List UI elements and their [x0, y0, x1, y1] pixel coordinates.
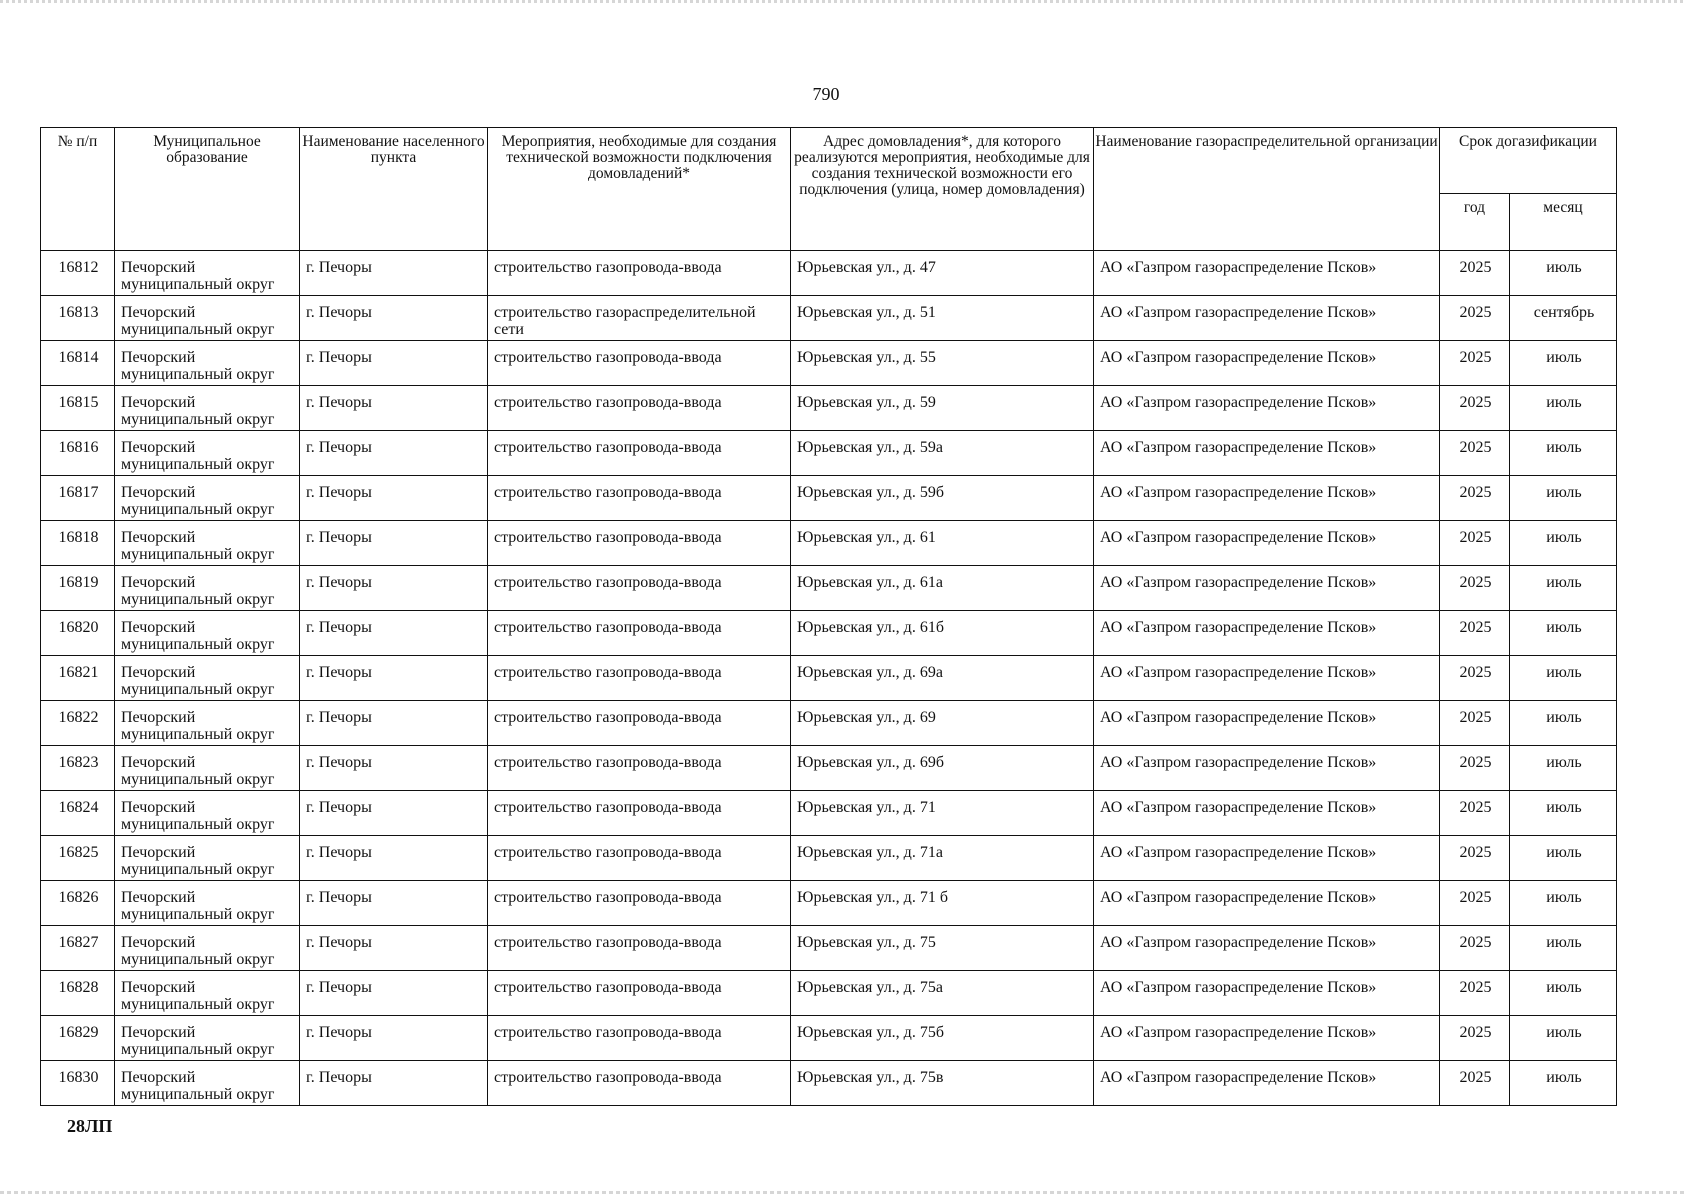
- cell-municipality: Печорский муниципальный округ: [115, 791, 300, 836]
- cell-address: Юрьевская ул., д. 71а: [791, 836, 1094, 881]
- cell-year: 2025: [1440, 791, 1510, 836]
- cell-measure: строительство газопровода-ввода: [488, 476, 791, 521]
- cell-month: июль: [1510, 1016, 1617, 1061]
- cell-measure: строительство газопровода-ввода: [488, 836, 791, 881]
- cell-month: июль: [1510, 926, 1617, 971]
- cell-month: июль: [1510, 836, 1617, 881]
- table-row: [41, 251, 1617, 296]
- cell-year: 2025: [1440, 881, 1510, 926]
- cell-year: 2025: [1440, 476, 1510, 521]
- cell-num: 16826: [41, 881, 115, 926]
- cell-year: 2025: [1440, 611, 1510, 656]
- cell-year: 2025: [1440, 566, 1510, 611]
- table-row: [41, 791, 1617, 836]
- header-deadline: Срок догазификации: [1440, 128, 1617, 194]
- cell-address: Юрьевская ул., д. 69а: [791, 656, 1094, 701]
- cell-municipality: Печорский муниципальный округ: [115, 926, 300, 971]
- cell-measure: строительство газопровода-ввода: [488, 881, 791, 926]
- cell-settlement: г. Печоры: [300, 1016, 488, 1061]
- cell-municipality: Печорский муниципальный округ: [115, 611, 300, 656]
- cell-measure: строительство газопровода-ввода: [488, 926, 791, 971]
- cell-settlement: г. Печоры: [300, 881, 488, 926]
- header-year: год: [1440, 193, 1510, 250]
- cell-organization: АО «Газпром газораспределение Псков»: [1094, 386, 1440, 431]
- cell-year: 2025: [1440, 1061, 1510, 1106]
- cell-organization: АО «Газпром газораспределение Псков»: [1094, 791, 1440, 836]
- cell-municipality: Печорский муниципальный округ: [115, 296, 300, 341]
- cell-settlement: г. Печоры: [300, 521, 488, 566]
- cell-settlement: г. Печоры: [300, 971, 488, 1016]
- cell-measure: строительство газопровода-ввода: [488, 386, 791, 431]
- cell-num: 16822: [41, 701, 115, 746]
- table-row: [41, 476, 1617, 521]
- cell-year: 2025: [1440, 431, 1510, 476]
- cell-settlement: г. Печоры: [300, 926, 488, 971]
- cell-month: июль: [1510, 1061, 1617, 1106]
- cell-settlement: г. Печоры: [300, 746, 488, 791]
- scan-edge-top: [0, 0, 1686, 3]
- cell-year: 2025: [1440, 341, 1510, 386]
- cell-organization: АО «Газпром газораспределение Псков»: [1094, 566, 1440, 611]
- cell-address: Юрьевская ул., д. 69: [791, 701, 1094, 746]
- table-row: [41, 1016, 1617, 1061]
- cell-num: 16814: [41, 341, 115, 386]
- cell-settlement: г. Печоры: [300, 611, 488, 656]
- cell-num: 16813: [41, 296, 115, 341]
- table-row: [41, 341, 1617, 386]
- header-settlement: Наименование населенного пункта: [300, 128, 488, 251]
- cell-settlement: г. Печоры: [300, 1061, 488, 1106]
- cell-measure: строительство газопровода-ввода: [488, 656, 791, 701]
- cell-municipality: Печорский муниципальный округ: [115, 836, 300, 881]
- footer-mark: 28ЛП: [67, 1116, 113, 1136]
- cell-num: 16830: [41, 1061, 115, 1106]
- cell-settlement: г. Печоры: [300, 656, 488, 701]
- cell-settlement: г. Печоры: [300, 251, 488, 296]
- table-row: [41, 881, 1617, 926]
- cell-measure: строительство газопровода-ввода: [488, 611, 791, 656]
- table-row: [41, 521, 1617, 566]
- table-row: [41, 566, 1617, 611]
- cell-settlement: г. Печоры: [300, 566, 488, 611]
- cell-num: 16828: [41, 971, 115, 1016]
- cell-address: Юрьевская ул., д. 55: [791, 341, 1094, 386]
- cell-address: Юрьевская ул., д. 61а: [791, 566, 1094, 611]
- cell-num: 16815: [41, 386, 115, 431]
- cell-month: июль: [1510, 791, 1617, 836]
- cell-year: 2025: [1440, 746, 1510, 791]
- cell-measure: строительство газопровода-ввода: [488, 1016, 791, 1061]
- cell-measure: строительство газопровода-ввода: [488, 431, 791, 476]
- cell-month: июль: [1510, 251, 1617, 296]
- header-num: № п/п: [41, 128, 115, 251]
- page-number: 790: [812, 84, 840, 104]
- cell-organization: АО «Газпром газораспределение Псков»: [1094, 836, 1440, 881]
- cell-num: 16817: [41, 476, 115, 521]
- cell-address: Юрьевская ул., д. 75: [791, 926, 1094, 971]
- header-measures: Мероприятия, необходимые для создания технической возможности подключения домовладений*: [488, 128, 791, 251]
- cell-organization: АО «Газпром газораспределение Псков»: [1094, 656, 1440, 701]
- cell-month: сентябрь: [1510, 296, 1617, 341]
- cell-address: Юрьевская ул., д. 47: [791, 251, 1094, 296]
- header-row: [41, 128, 1617, 194]
- cell-address: Юрьевская ул., д. 75а: [791, 971, 1094, 1016]
- cell-municipality: Печорский муниципальный округ: [115, 881, 300, 926]
- cell-measure: строительство газопровода-ввода: [488, 251, 791, 296]
- cell-month: июль: [1510, 566, 1617, 611]
- cell-municipality: Печорский муниципальный округ: [115, 746, 300, 791]
- cell-settlement: г. Печоры: [300, 791, 488, 836]
- cell-num: 16827: [41, 926, 115, 971]
- cell-num: 16818: [41, 521, 115, 566]
- cell-year: 2025: [1440, 926, 1510, 971]
- table-row: [41, 296, 1617, 341]
- cell-measure: строительство газопровода-ввода: [488, 971, 791, 1016]
- table-body: [41, 251, 1617, 1106]
- cell-measure: строительство газопровода-ввода: [488, 1061, 791, 1106]
- cell-address: Юрьевская ул., д. 59: [791, 386, 1094, 431]
- table-row: [41, 701, 1617, 746]
- cell-organization: АО «Газпром газораспределение Псков»: [1094, 251, 1440, 296]
- cell-municipality: Печорский муниципальный округ: [115, 521, 300, 566]
- cell-settlement: г. Печоры: [300, 341, 488, 386]
- cell-organization: АО «Газпром газораспределение Псков»: [1094, 296, 1440, 341]
- cell-year: 2025: [1440, 521, 1510, 566]
- cell-num: 16816: [41, 431, 115, 476]
- cell-address: Юрьевская ул., д. 71: [791, 791, 1094, 836]
- cell-measure: строительство газопровода-ввода: [488, 746, 791, 791]
- cell-municipality: Печорский муниципальный округ: [115, 431, 300, 476]
- cell-organization: АО «Газпром газораспределение Псков»: [1094, 881, 1440, 926]
- table-row: [41, 431, 1617, 476]
- cell-organization: АО «Газпром газораспределение Псков»: [1094, 1061, 1440, 1106]
- cell-settlement: г. Печоры: [300, 296, 488, 341]
- cell-municipality: Печорский муниципальный округ: [115, 656, 300, 701]
- cell-organization: АО «Газпром газораспределение Псков»: [1094, 431, 1440, 476]
- cell-month: июль: [1510, 971, 1617, 1016]
- cell-month: июль: [1510, 521, 1617, 566]
- scan-edge-bottom: [0, 1191, 1686, 1194]
- table-row: [41, 836, 1617, 881]
- cell-year: 2025: [1440, 656, 1510, 701]
- cell-measure: строительство газопровода-ввода: [488, 701, 791, 746]
- cell-municipality: Печорский муниципальный округ: [115, 341, 300, 386]
- cell-municipality: Печорский муниципальный округ: [115, 701, 300, 746]
- cell-settlement: г. Печоры: [300, 386, 488, 431]
- cell-organization: АО «Газпром газораспределение Псков»: [1094, 701, 1440, 746]
- header-month: месяц: [1510, 193, 1617, 250]
- cell-num: 16812: [41, 251, 115, 296]
- table-row: [41, 971, 1617, 1016]
- cell-year: 2025: [1440, 971, 1510, 1016]
- cell-organization: АО «Газпром газораспределение Псков»: [1094, 971, 1440, 1016]
- cell-month: июль: [1510, 341, 1617, 386]
- cell-address: Юрьевская ул., д. 59б: [791, 476, 1094, 521]
- cell-organization: АО «Газпром газораспределение Псков»: [1094, 476, 1440, 521]
- cell-month: июль: [1510, 431, 1617, 476]
- cell-num: 16824: [41, 791, 115, 836]
- cell-settlement: г. Печоры: [300, 836, 488, 881]
- cell-address: Юрьевская ул., д. 61: [791, 521, 1094, 566]
- cell-measure: строительство газораспределительной сети: [488, 296, 791, 341]
- cell-municipality: Печорский муниципальный округ: [115, 476, 300, 521]
- cell-address: Юрьевская ул., д. 75в: [791, 1061, 1094, 1106]
- cell-year: 2025: [1440, 701, 1510, 746]
- header-municipality: Муниципальное образование: [115, 128, 300, 251]
- cell-month: июль: [1510, 701, 1617, 746]
- cell-year: 2025: [1440, 1016, 1510, 1061]
- table-row: [41, 386, 1617, 431]
- cell-address: Юрьевская ул., д. 59а: [791, 431, 1094, 476]
- cell-num: 16821: [41, 656, 115, 701]
- table-row: [41, 746, 1617, 791]
- table-row: [41, 926, 1617, 971]
- cell-month: июль: [1510, 656, 1617, 701]
- cell-month: июль: [1510, 746, 1617, 791]
- table-row: [41, 611, 1617, 656]
- cell-organization: АО «Газпром газораспределение Псков»: [1094, 746, 1440, 791]
- cell-address: Юрьевская ул., д. 69б: [791, 746, 1094, 791]
- cell-settlement: г. Печоры: [300, 476, 488, 521]
- cell-num: 16825: [41, 836, 115, 881]
- cell-settlement: г. Печоры: [300, 701, 488, 746]
- table-row: [41, 656, 1617, 701]
- cell-settlement: г. Печоры: [300, 431, 488, 476]
- cell-month: июль: [1510, 476, 1617, 521]
- cell-year: 2025: [1440, 836, 1510, 881]
- table-row: [41, 1061, 1617, 1106]
- cell-num: 16829: [41, 1016, 115, 1061]
- cell-measure: строительство газопровода-ввода: [488, 791, 791, 836]
- header-organization: Наименование газораспределительной организации: [1094, 128, 1440, 251]
- cell-address: Юрьевская ул., д. 71 б: [791, 881, 1094, 926]
- cell-year: 2025: [1440, 251, 1510, 296]
- cell-municipality: Печорский муниципальный округ: [115, 1016, 300, 1061]
- cell-month: июль: [1510, 611, 1617, 656]
- cell-organization: АО «Газпром газораспределение Псков»: [1094, 341, 1440, 386]
- cell-measure: строительство газопровода-ввода: [488, 566, 791, 611]
- cell-organization: АО «Газпром газораспределение Псков»: [1094, 521, 1440, 566]
- cell-municipality: Печорский муниципальный округ: [115, 971, 300, 1016]
- cell-month: июль: [1510, 881, 1617, 926]
- cell-municipality: Печорский муниципальный округ: [115, 251, 300, 296]
- gasification-table: [40, 127, 1617, 1106]
- cell-municipality: Печорский муниципальный округ: [115, 1061, 300, 1106]
- cell-organization: АО «Газпром газораспределение Псков»: [1094, 926, 1440, 971]
- cell-year: 2025: [1440, 386, 1510, 431]
- cell-organization: АО «Газпром газораспределение Псков»: [1094, 1016, 1440, 1061]
- cell-num: 16820: [41, 611, 115, 656]
- cell-address: Юрьевская ул., д. 51: [791, 296, 1094, 341]
- cell-address: Юрьевская ул., д. 75б: [791, 1016, 1094, 1061]
- cell-month: июль: [1510, 386, 1617, 431]
- cell-municipality: Печорский муниципальный округ: [115, 386, 300, 431]
- cell-num: 16819: [41, 566, 115, 611]
- header-address: Адрес домовладения*, для которого реализуются мероприятия, необходимые для создания технической возможности его подключения (улица, номер домовладения): [791, 128, 1094, 251]
- cell-year: 2025: [1440, 296, 1510, 341]
- cell-address: Юрьевская ул., д. 61б: [791, 611, 1094, 656]
- cell-organization: АО «Газпром газораспределение Псков»: [1094, 611, 1440, 656]
- cell-measure: строительство газопровода-ввода: [488, 341, 791, 386]
- cell-municipality: Печорский муниципальный округ: [115, 566, 300, 611]
- cell-measure: строительство газопровода-ввода: [488, 521, 791, 566]
- cell-num: 16823: [41, 746, 115, 791]
